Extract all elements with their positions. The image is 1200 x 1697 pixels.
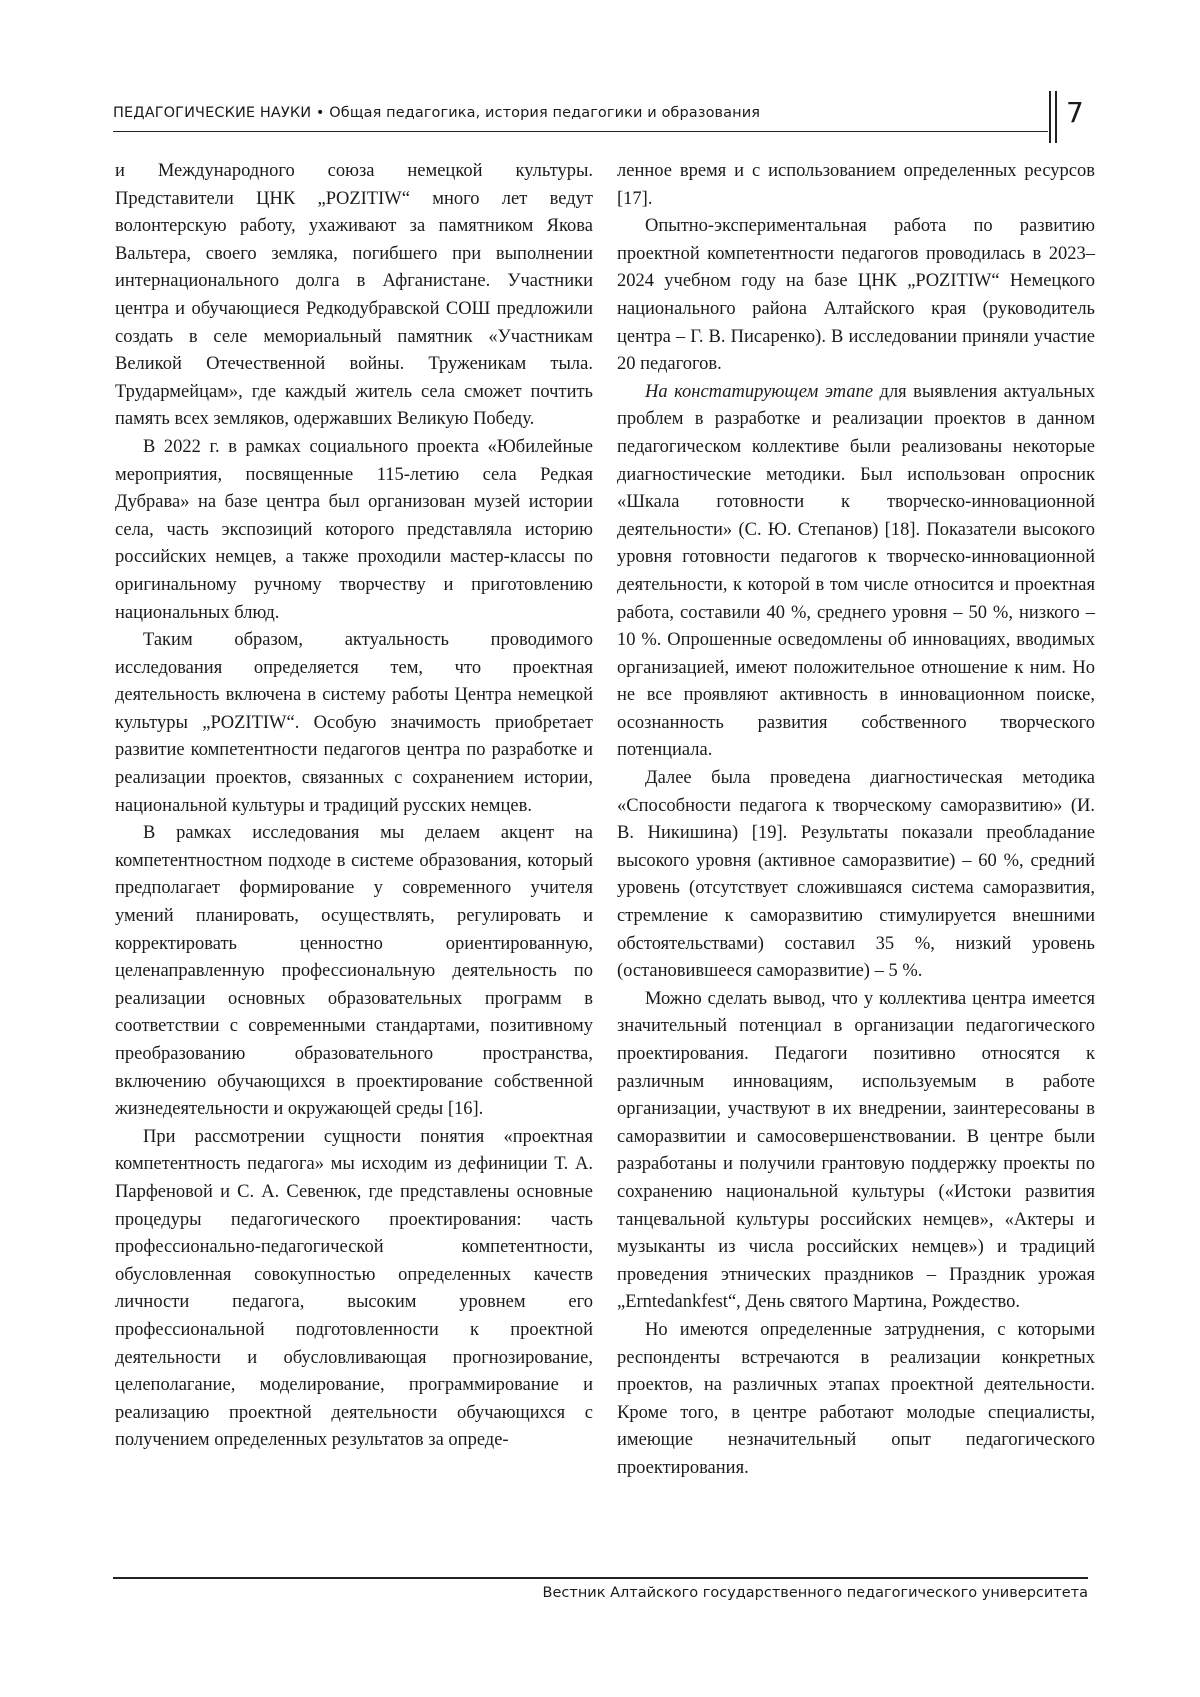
paragraph: В рамках исследования мы делаем акцент на компетентностном подходе в системе образования, который предполагает формирование у современного учителя умений планировать, осуществлять, регулировать и корректировать ценностно ориентированную, целенаправленную профессиональную деятельность по реализации основных образовательных программ в соответствии с современными стандартами, позитивному преобразованию образовательного пространства, включению обучающихся в проектирование собственной жизнедеятельности и окружающей среды [16].: [115, 823, 593, 1120]
running-head: [113, 101, 1048, 132]
paragraph: Далее была проведена диагностическая методика «Способности педагога к творческому саморазвитию» (И. В. Никишина) [19]. Результаты показали преобладание высокого уровня (активное саморазвитие) – 60 %, средний уровень (отсутствует сложившаяся система саморазвития, стремление к саморазвитию стимулируется внешними обстоятельствами) составил 35 %, низкий уровень (остановившееся саморазвитие) – 5 %.: [617, 768, 1095, 982]
journal-title: Вестник Алтайского государственного педагогического университета: [542, 1585, 1088, 1601]
section-name: ПЕДАГОГИЧЕСКИЕ НАУКИ: [113, 105, 312, 121]
paragraph: и Международного союза немецкой культуры. Представители ЦНК „POZITIW“ много лет ведут волонтерскую работу, ухаживают за памятником Якова Вальтера, своего земляка, погибшего при выполнении интернационального долга в Афганистане. Участники центра и обучающиеся Редкодубравской СОШ предложили создать в селе мемориальный памятник «Участникам Великой Отечественной войны. Труженикам тыла. Трудармейцам», где каждый житель села сможет почтить память всех земляков, одержавших Великую Победу.: [115, 161, 593, 430]
footer-rule: [113, 1577, 1088, 1579]
page-number: 7: [1066, 96, 1084, 129]
paragraph: Опытно-экспериментальная работа по развитию проектной компетентности педагогов проводилась в 2023–2024 учебном году на базе ЦНК „POZITIW“ Немецкого национального района Алтайского края (руководитель центра – Г. В. Писаренко). В исследовании приняли участие 20 педагогов.: [617, 216, 1095, 375]
page-number-rule: [1055, 91, 1057, 143]
paragraph: В 2022 г. в рамках социального проекта «Юбилейные мероприятия, посвященные 115-летию села Редкая Дубрава» на базе центра был организован музей истории села, часть экспозиций которого представляла историю российских немцев, а также проходили мастер-классы по оригинальному ручному творчеству и приготовлению национальных блюд.: [115, 436, 593, 623]
paragraph-text: для выявления актуальных проблем в разработке и реализации проектов в данном педагогическом коллективе были реализованы некоторые диагностические методики. Был использован опросник «Шкала готовности к творческо-инновационной деятельности» (С. Ю. Степанов) [18]. Показатели высокого уровня готовности педагогов к творческо-инновационной деятельности, к которой в том числе относится и проектная работа, составили 40 %, среднего уровня – 50 %, низкого – 10 %. Опрошенные осведомлены об инновациях, вводимых организацией, имеют положительное отношение к ним. Но не все проявляют активность в инновационном поиске, осознанность развития собственного творческого потенциала.: [617, 381, 1095, 761]
paragraph: При рассмотрении сущности понятия «проектная компетентность педагога» мы исходим из дефиниции Т. А. Парфеновой и С. А. Севенюк, где представлены основные процедуры педагогического проектирования: часть профессионально-педагогической компетентности, обусловленная совокупностью определенных качеств личности педагога, высоким уровнем его профессиональной подготовленности к проектной деятельности и обусловливающая прогнозирование, целеполагание, моделирование, программирование и реализацию проектной деятельности обучающихся с получением определенных результатов за опреде-: [115, 1126, 593, 1451]
page-number-rule: [1049, 91, 1051, 143]
italic-phrase: На констатирующем этапе: [645, 381, 874, 402]
paragraph: ленное время и с использованием определенных ресурсов [17].: [617, 161, 1095, 209]
left-column: [115, 158, 593, 1455]
paragraph: Таким образом, актуальность проводимого исследования определяется тем, что проектная деятельность включена в систему работы Центра немецкой культуры „POZITIW“. Особую значимость приобретает развитие компетентности педагогов центра по разработке и реализации проектов, связанных с сохранением истории, национальной культуры и традиций русских немцев.: [115, 630, 593, 816]
paragraph: [617, 379, 1095, 765]
paragraph: Но имеются определенные затруднения, с которыми респонденты встречаются в реализации конкретных проектов, на различных этапах проектной деятельности. Кроме того, в центре работают молодые специалисты, имеющие незначительный опыт педагогического проектирования.: [617, 1319, 1095, 1478]
subsection-name: Общая педагогика, история педагогики и образования: [329, 105, 761, 121]
paragraph: Можно сделать вывод, что у коллектива центра имеется значительный потенциал в организации педагогического проектирования. Педагоги позитивно относятся к различным инновациям, используемым в работе организации, участвуют в их внедрении, заинтересованы в саморазвитии и самосовершенствовании. В центре были разработаны и получили грантовую поддержку проекты по сохранению национальной культуры («Истоки развития танцевальной культуры российских немцев», «Актеры и музыканты из числа российских немцев») и традиций проведения этнических праздников – Праздник урожая „Erntedankfest“, День святого Мартина, Рождество.: [617, 988, 1095, 1313]
running-head-title: [113, 105, 760, 121]
section-separator: •: [311, 105, 330, 121]
right-column: [617, 158, 1095, 1483]
